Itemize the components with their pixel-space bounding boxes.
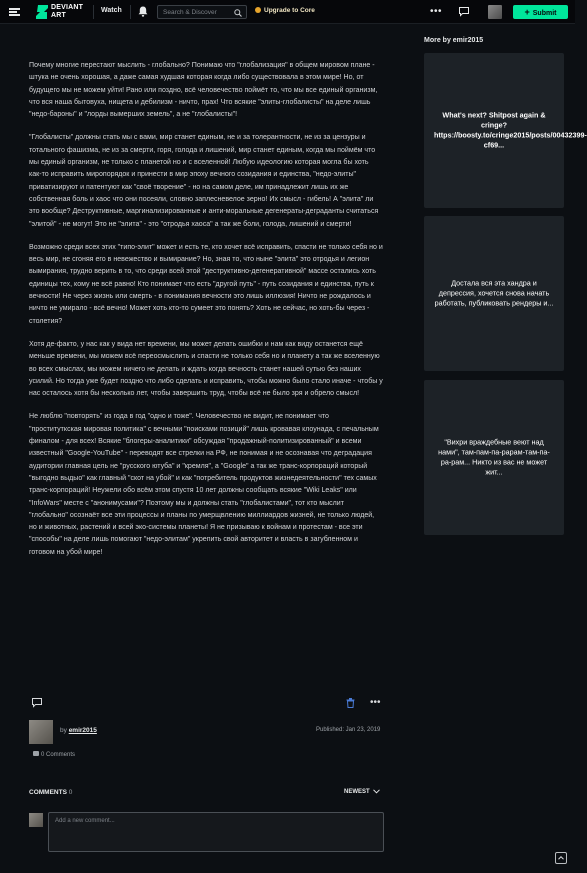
watch-link[interactable]: Watch bbox=[101, 7, 122, 14]
more-by-card[interactable] bbox=[424, 53, 587, 208]
user-avatar[interactable] bbox=[488, 5, 502, 19]
commenter-avatar bbox=[29, 813, 43, 827]
more-by-card[interactable] bbox=[424, 216, 564, 371]
divider bbox=[130, 5, 131, 19]
description-paragraph: Не люблю "повторять" из года в год "одно и тоже". Человечество не видит, не понимает что "проституткская мировая политика" с вечными "поисками позиций" лишь кровавая клоунада, с печальным финалом - для всех! Всякие "блогеры-аналитики" обсуждая "продажный-политизированный" и всеми известный "Google-YouTube" - переводят все стрелки на РФ, не понимая и не осознавая что деградация аудитории главная цель не "русского ютуба" и "кремля", а "Google" а так же транс-корпораций который "выгодно выдыо" как главный "скот на убой" и как "потребитель продуктов жизнедеятельности" тех самых транс-корпораций! Неужели обо всём этом спустя 10 лет должны сообщать всякие "Wiki Leaks" или "InfoWars" месте с "анонимусами"? Поэтому мы и должны стать "глобалистами", тот кто мыслит "глобально" осознаёт все эти процессы и планы по умерщвлению миллиардов жизней, не только людей, но и животных, растений и всей эко-системы планеты! Я не призываю к войнам и протестам - все эти "способы" на деле лишь помогают "недо-элитам" укрепить свой авторитет и власть в загубленном и готовом на убой мире! bbox=[29, 413, 379, 556]
more-options-icon[interactable]: ••• bbox=[430, 6, 443, 17]
submit-button[interactable]: + Submit bbox=[513, 5, 568, 19]
bell-icon[interactable] bbox=[138, 6, 148, 17]
top-navigation-bar bbox=[0, 0, 575, 24]
deviation-description bbox=[29, 60, 383, 570]
upgrade-to-core-link[interactable]: Upgrade to Core bbox=[255, 7, 315, 14]
logo-text: DEVIANT ART bbox=[51, 4, 84, 19]
search-input[interactable] bbox=[157, 5, 247, 19]
scroll-to-top-button[interactable] bbox=[555, 852, 567, 864]
search-icon[interactable] bbox=[234, 9, 242, 17]
author-byline: by emir2015 bbox=[60, 727, 97, 734]
author-link[interactable]: emir2015 bbox=[68, 727, 97, 734]
chat-icon[interactable] bbox=[459, 7, 469, 16]
delete-icon[interactable] bbox=[346, 698, 355, 708]
comment-icon[interactable] bbox=[32, 698, 42, 707]
core-icon bbox=[255, 7, 261, 13]
comment-bubble-icon bbox=[33, 751, 39, 756]
card-title: Достала вся эта хандра и депрессия, хочется снова начать работать, публиковать рендеры и... bbox=[434, 278, 554, 308]
description-paragraph: Хотя де-факто, у нас как у вида нет времени, мы может делать ошибки и нам как виду останется ещё меньше времени, мы можем всё переосмыслить и спасти не только себя но и планету а так же вселенную во всех смыслах, мы можем ничего не делать и ждать когда вечность станет нашей сутью без наших усилий. Но тогда уже будет поздно что либо сделать и исправить, чтобы можно было стало иначе - чтобы у нас осталось хотя бы несколько лет, чтобы завершить труд, чтобы всё не было зря и обрело смысл! bbox=[29, 340, 383, 398]
card-title: What's next? Shitpost again & cringe? https://boosty.to/cringe2015/posts/00432399-cf69... bbox=[434, 109, 587, 150]
author-avatar[interactable] bbox=[29, 720, 53, 744]
chevron-down-icon bbox=[373, 789, 380, 794]
more-by-card[interactable] bbox=[424, 380, 564, 535]
description-paragraph: Возможно среди всех этих "типо-элит" может и есть те, кто хочет всё исправить, спасти не только себя но и весь мир, не сгоняя его в невежество и вымирание? Но, зная то, что ныне "элита" это отродья и легион вымирания, трудно верить в то, что среди всей этой "деструктивно-дегенеративной" массе остались хоть единицы тех, кому не всё равно! Кто понимает что есть "другой путь" - путь созидания и единства, путь к вечности! Не через жизнь или смерть - в понимания вечности это лишь иллюзия! Ничто не рождалось и ничто не умирало - всё вечно! Может хоть кто-то сумеет это понять? Хоть не сейчас, но хоть-бы через - столетия? bbox=[29, 243, 383, 325]
divider bbox=[93, 5, 94, 19]
plus-icon: + bbox=[524, 7, 530, 17]
published-date: Published: Jan 23, 2019 bbox=[316, 727, 381, 733]
deviantart-logo-icon bbox=[36, 5, 48, 19]
menu-icon[interactable] bbox=[9, 8, 20, 16]
description-paragraph: Почему многие перестают мыслить - глобально? Понимаю что "глобализация" в общем мировом плане - штука не очень хорошая, а даже самая худшая которая когда либо существовала в этом мире! Но, от будущего мы не можем уйти! Рано или поздно, всё человечество поймёт то, что мы все единый организм, что вся наша бытовуха, нищета и дебилизм - ничто, прах! Что всякие "элиты-глобалисты" на деле лишь "недо-бароны" и "лорды вымерших земель", а не "глобалисты"! bbox=[29, 62, 378, 119]
more-by-heading[interactable]: More by emir2015 bbox=[424, 37, 484, 44]
sort-dropdown[interactable]: NEWEST bbox=[344, 789, 380, 795]
card-title: "Вихри враждебные веют над нами", там-пам-па-рарам-там-па-ра-рам... Никто из вас не может жит... bbox=[438, 436, 550, 477]
comments-count[interactable]: 0 Comments bbox=[33, 751, 75, 758]
description-paragraph: "Глобалисты" должны стать мы с вами, мир станет единым, не и за толерантности, не из за цензуры и тотального фашизма, не из за смерти, горя, голода и лишений, мир станет единым, когда мы поймём что мы единый организм, не только с планетой но и с вселенной! Любую идеологию которая могла бы хоть как-то исправить миропорядок и принести в мир эпоху вечного созидания и единства, "недо-элиты" приватизируют и патентуют как "своё творение" - но на самом деле, им принадлежит лишь их же собственная боль и хаос что они посеяли, словно заплесневелое зерно! Их смысл - гибель! А "элита" ли это вообще? Деструктивные, маргинализированные и анти-моральные дегенераты-деграданты считаться "элитой" - не могут! Это не "элита" - это "отродья хаоса" а так же боли, голода, лишений и смерти! bbox=[29, 134, 379, 228]
comment-placeholder: Add a new comment... bbox=[55, 818, 115, 824]
search-placeholder: Search & Discover bbox=[163, 9, 217, 16]
more-actions-icon[interactable]: ••• bbox=[370, 697, 381, 708]
comments-heading: COMMENTS 0 bbox=[29, 789, 73, 796]
comment-input[interactable] bbox=[48, 812, 384, 852]
